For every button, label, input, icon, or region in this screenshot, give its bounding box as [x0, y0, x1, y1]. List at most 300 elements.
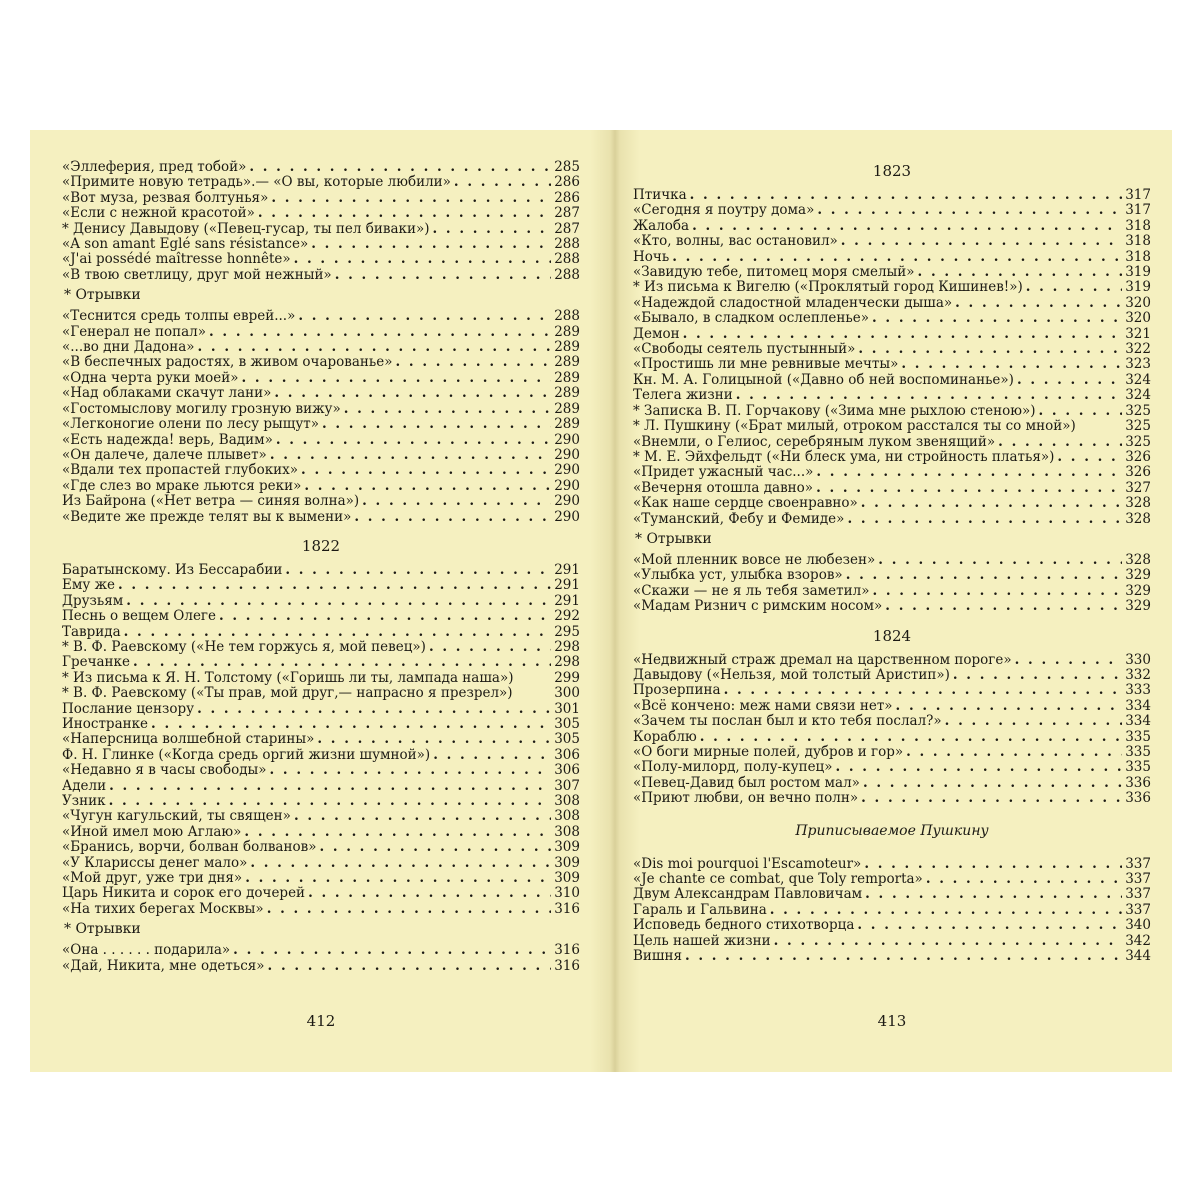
- toc-entry-page: 289: [554, 339, 580, 356]
- toc-entry-title: Кораблю: [633, 728, 697, 745]
- page-number: 412: [306, 1012, 336, 1030]
- toc-entry-page: 285: [554, 159, 580, 175]
- toc-entry-title: Гараль и Гальвина: [633, 901, 767, 918]
- toc-entry-title: «Как наше сердце своенравно»: [633, 495, 858, 512]
- toc-entry-title: «Скажи — не я ль тебя заметил»: [633, 582, 870, 599]
- section-heading: * Отрывки: [64, 287, 141, 304]
- toc-entry-page: 288: [554, 308, 580, 325]
- toc-entry-title: Прозерпина: [633, 682, 721, 699]
- toc-entry-title: «В беспечных радостях, в живом очарованье»: [62, 354, 393, 371]
- toc-entry: [633, 404, 1151, 419]
- dot-leader: [271, 191, 551, 206]
- right-page-content: [633, 162, 1151, 964]
- dot-leader: [1026, 280, 1122, 295]
- dot-leader: [362, 494, 551, 509]
- dot-leader: [267, 902, 551, 917]
- dot-leader: [209, 325, 551, 340]
- toc-entry-page: 291: [554, 592, 580, 609]
- toc-entry-page: 342: [1125, 932, 1151, 949]
- toc-entry-title: Вишня: [633, 948, 682, 965]
- dot-leader: [245, 871, 551, 886]
- dot-leader: [841, 234, 1122, 249]
- toc-entry: [62, 763, 580, 778]
- toc-entry-title: Гречанке: [62, 654, 130, 671]
- dot-leader: [906, 745, 1122, 760]
- toc-entry-title: Ф. Н. Глинке («Когда средь оргий жизни шумной»): [62, 746, 431, 763]
- dot-leader: [244, 825, 551, 840]
- dot-leader: [344, 402, 551, 417]
- toc-entry: [633, 342, 1151, 357]
- toc-entry-title: * Л. Пушкину («Брат милый, отроком расстался ты со мной»): [633, 418, 1076, 435]
- year-heading: 1822: [301, 536, 341, 555]
- dot-leader: [298, 309, 551, 324]
- toc-entry-page: 334: [1125, 713, 1151, 730]
- toc-entry: [62, 578, 580, 593]
- toc-entry-page: 288: [554, 251, 580, 268]
- toc-entry-page: 289: [554, 369, 580, 386]
- toc-entry-title: «Завидую тебе, питомец моря смелый»: [633, 264, 915, 281]
- left-page: [62, 130, 580, 1072]
- toc-entry: [633, 599, 1151, 614]
- toc-entry-title: «Если с нежной красотой»: [62, 205, 255, 222]
- toc-entry-title: «Простишь ли мне ревнивые мечты»: [633, 356, 899, 373]
- dot-leader: [109, 794, 551, 809]
- dot-leader: [774, 934, 1122, 949]
- toc-entry-page: 337: [1125, 901, 1151, 918]
- toc-entry-page: 308: [554, 808, 580, 825]
- dot-leader: [219, 609, 551, 624]
- toc-entry: [62, 237, 580, 252]
- dot-leader: [258, 206, 551, 221]
- toc-entry: [633, 791, 1151, 806]
- toc-entry-page: 319: [1125, 264, 1151, 281]
- toc-entry-title: Двум Александрам Павловичам: [633, 886, 863, 903]
- dot-leader: [690, 188, 1122, 203]
- toc-entry: [62, 309, 580, 324]
- toc-entry: [633, 280, 1151, 295]
- dot-leader: [672, 250, 1122, 265]
- toc-entry: [62, 871, 580, 886]
- toc-entry-title: Царь Никита и сорок его дочерей: [62, 885, 306, 902]
- toc-entry-page: 289: [554, 400, 580, 417]
- toc-entry: [633, 419, 1151, 434]
- toc-entry-title: «Надеждой сладостной младенчески дыша»: [633, 294, 953, 311]
- toc-entry: [633, 934, 1151, 949]
- toc-entry: [633, 311, 1151, 326]
- toc-entry: [633, 496, 1151, 511]
- dot-leader: [124, 625, 551, 640]
- toc-entry-page: 337: [1125, 855, 1151, 872]
- toc-entry-title: Цель нашей жизни: [633, 932, 771, 949]
- toc-entry-page: 332: [1125, 666, 1151, 683]
- toc-entry-title: «Чугун кагульский, ты священ»: [62, 808, 291, 825]
- toc-entry-page: 325: [1125, 433, 1151, 450]
- toc-entry-page: 328: [1125, 551, 1151, 568]
- section-heading: * Отрывки: [64, 921, 141, 938]
- dot-leader: [945, 714, 1122, 729]
- toc-entry-title: Из Байрона («Нет ветра — синяя волна»): [62, 493, 360, 510]
- toc-entry-title: «Вечерня отошла давно»: [633, 479, 814, 496]
- toc-entry-page: 289: [554, 416, 580, 433]
- toc-entry-title: «Теснится средь толпы еврей...»: [62, 308, 296, 325]
- toc-entry-title: «На тихих берегах Москвы»: [62, 900, 264, 917]
- toc-entry: [633, 435, 1151, 450]
- dot-leader: [151, 717, 551, 732]
- dot-leader: [118, 578, 551, 593]
- toc-entry-page: 298: [554, 654, 580, 671]
- toc-entry-title: «Иной имел мою Аглаю»: [62, 823, 242, 840]
- toc-entry-page: 291: [554, 561, 580, 578]
- toc-entry: [62, 943, 580, 958]
- toc-entry-title: «Всё кончено: меж нами связи нет»: [633, 697, 893, 714]
- dot-leader: [863, 776, 1122, 791]
- dot-leader: [847, 512, 1122, 527]
- dot-leader: [685, 949, 1122, 964]
- toc-entry-page: 336: [1125, 790, 1151, 807]
- toc-entry-title: «В твою светлицу, друг мой нежный»: [62, 266, 332, 283]
- dot-leader: [308, 886, 551, 901]
- toc-entry-title: «Придет ужасный час...»: [633, 464, 814, 481]
- toc-entry-title: «Внемли, о Гелиос, серебряным луком звенящий»: [633, 433, 996, 450]
- dot-leader: [864, 857, 1122, 872]
- toc-entry: [633, 699, 1151, 714]
- toc-entry-title: «О боги мирные полей, дубров и гор»: [633, 744, 904, 760]
- toc-entry: [633, 465, 1151, 480]
- toc-entry-title: Песнь о вещем Олеге: [62, 608, 216, 625]
- toc-entry-page: 290: [554, 493, 580, 510]
- toc-group: [62, 309, 580, 525]
- toc-entry: [62, 702, 580, 717]
- toc-entry: [633, 745, 1151, 760]
- toc-entry: [62, 563, 580, 578]
- toc-entry-page: 289: [554, 354, 580, 371]
- toc-entry-title: «Эллеферия, пред тобой»: [62, 159, 247, 175]
- dot-leader: [274, 386, 551, 401]
- toc-entry: [633, 481, 1151, 496]
- toc-entry-title: «Приют любви, он вечно полн»: [633, 790, 859, 807]
- toc-entry-title: «Мадам Ризнич с римским носом»: [633, 598, 883, 615]
- toc-entry-title: «Кто, волны, вас остановил»: [633, 233, 838, 250]
- toc-entry-page: 286: [554, 189, 580, 206]
- toc-entry-title: * В. Ф. Раевскому («Ты прав, мой друг,— напрасно я презрел»): [62, 685, 513, 702]
- toc-entry-title: Кн. М. А. Голицыной («Давно об ней воспоминанье»): [633, 371, 1014, 388]
- toc-entry: [62, 433, 580, 448]
- left-page-content: [62, 160, 580, 974]
- toc-entry-page: 306: [554, 762, 580, 779]
- dot-leader: [304, 479, 551, 494]
- toc-entry: [62, 402, 580, 417]
- dot-leader: [433, 222, 551, 237]
- toc-entry: [62, 686, 580, 701]
- toc-entry-page: 328: [1125, 510, 1151, 527]
- dot-leader: [126, 594, 551, 609]
- dot-leader: [896, 699, 1122, 714]
- dot-leader: [319, 840, 551, 855]
- dot-leader: [285, 563, 551, 578]
- toc-group: [633, 653, 1151, 807]
- toc-entry-page: 318: [1125, 217, 1151, 234]
- dot-leader: [926, 872, 1122, 887]
- toc-entry-page: 317: [1125, 187, 1151, 203]
- toc-entry-page: 310: [554, 885, 580, 902]
- toc-entry: [633, 918, 1151, 933]
- dot-leader: [311, 237, 551, 252]
- toc-entry-page: 317: [1125, 202, 1151, 219]
- toc-entry: [633, 857, 1151, 872]
- toc-entry-page: 290: [554, 431, 580, 448]
- toc-entry-title: Адели: [62, 777, 107, 794]
- toc-entry-title: «Зачем ты послан был и кто тебя послал?»: [633, 713, 942, 730]
- dot-leader: [133, 655, 551, 670]
- dot-leader: [955, 296, 1122, 311]
- toc-entry: [633, 327, 1151, 342]
- dot-leader: [836, 760, 1123, 775]
- toc-entry: [633, 450, 1151, 465]
- toc-entry-title: * Записка В. П. Горчакову («Зима мне рыхлою стеною»): [633, 402, 1036, 419]
- dot-leader: [294, 252, 551, 267]
- toc-entry-page: 326: [1125, 448, 1151, 465]
- dot-leader: [335, 268, 551, 283]
- dot-leader: [396, 355, 551, 370]
- toc-entry: [62, 371, 580, 386]
- toc-entry-page: 327: [1125, 479, 1151, 496]
- toc-entry: [62, 748, 580, 763]
- dot-leader: [846, 568, 1122, 583]
- toc-entry-page: 329: [1125, 598, 1151, 615]
- toc-entry-title: Баратынскому. Из Бессарабии: [62, 561, 283, 578]
- toc-entry-page: 289: [554, 385, 580, 402]
- toc-entry-page: 291: [554, 577, 580, 594]
- dot-leader: [901, 357, 1122, 372]
- dot-leader: [998, 435, 1122, 450]
- toc-entry-title: Птичка: [633, 187, 687, 203]
- toc-entry-page: 289: [554, 323, 580, 340]
- dot-leader: [322, 417, 551, 432]
- dot-leader: [294, 809, 551, 824]
- year-heading: 1824: [872, 626, 912, 645]
- section-heading: * Отрывки: [635, 530, 712, 547]
- dot-leader: [724, 683, 1122, 698]
- dot-leader: [354, 510, 551, 525]
- toc-entry-page: 290: [554, 477, 580, 494]
- dot-leader: [249, 160, 551, 175]
- toc-entry: [633, 872, 1151, 887]
- dot-leader: [276, 433, 551, 448]
- dot-leader: [1017, 373, 1122, 388]
- toc-entry-page: 308: [554, 823, 580, 840]
- toc-entry-title: «Легконогие олени по лесу рыщут»: [62, 416, 319, 433]
- toc-entry-page: 288: [554, 266, 580, 283]
- toc-entry-title: «J'ai possédé maîtresse honnête»: [62, 251, 291, 268]
- toc-entry-page: 301: [554, 700, 580, 717]
- toc-entry: [62, 268, 580, 283]
- dot-leader: [700, 730, 1122, 745]
- dot-leader: [816, 481, 1122, 496]
- toc-entry: [633, 265, 1151, 280]
- toc-entry-title: «Певец-Давид был ростом мал»: [633, 774, 860, 791]
- toc-entry-title: «Недвижный страж дремал на царственном пороге»: [633, 651, 1012, 668]
- toc-entry-title: * Из письма к Вигелю («Проклятый город Кишинев!»): [633, 279, 1023, 296]
- toc-entry-page: 292: [554, 608, 580, 625]
- toc-entry-page: 290: [554, 508, 580, 525]
- dot-leader: [861, 496, 1122, 511]
- toc-entry: [62, 340, 580, 355]
- toc-entry: [62, 625, 580, 640]
- dot-leader: [736, 388, 1122, 403]
- dot-leader: [872, 584, 1122, 599]
- toc-entry-page: 287: [554, 205, 580, 222]
- toc-entry-title: «Одна черта руки моей»: [62, 369, 239, 386]
- toc-entry-page: 329: [1125, 567, 1151, 584]
- dot-leader: [233, 943, 551, 958]
- toc-entry: [62, 779, 580, 794]
- toc-entry-page: 337: [1125, 871, 1151, 888]
- toc-entry-title: «Примите новую тетрадь».— «О вы, которые любили»: [62, 174, 451, 191]
- toc-entry-title: Исповедь бедного стихотворца: [633, 917, 855, 934]
- toc-entry-title: «Где слез во мраке льются реки»: [62, 477, 302, 494]
- toc-entry-title: Таврида: [62, 623, 121, 640]
- toc-entry: [62, 856, 580, 871]
- toc-entry: [62, 794, 580, 809]
- toc-entry-title: Демон: [633, 325, 680, 342]
- toc-entry: [633, 234, 1151, 249]
- toc-entry-page: 308: [554, 793, 580, 810]
- toc-entry: [62, 175, 580, 190]
- toc-entry-title: Иностранке: [62, 716, 149, 732]
- toc-entry-title: «Бранись, ворчи, болван болванов»: [62, 839, 317, 856]
- toc-entry: [633, 730, 1151, 745]
- dot-leader: [301, 463, 551, 478]
- toc-entry-title: Узник: [62, 793, 106, 810]
- toc-entry: [62, 206, 580, 221]
- toc-entry-title: «Бывало, в сладком ослепленье»: [633, 310, 870, 327]
- toc-entry-page: 337: [1125, 886, 1151, 903]
- toc-entry-title: «Мой друг, уже три дня»: [62, 870, 243, 887]
- toc-entry-page: 319: [1125, 279, 1151, 296]
- toc-entry: [633, 357, 1151, 372]
- toc-entry: [633, 653, 1151, 668]
- toc-entry: [62, 840, 580, 855]
- dot-leader: [429, 640, 551, 655]
- toc-entry: [633, 188, 1151, 203]
- toc-entry: [633, 887, 1151, 902]
- toc-entry: [62, 160, 580, 175]
- toc-entry-title: «Гостомыслову могилу грозную вижу»: [62, 400, 341, 417]
- toc-entry-page: 309: [554, 870, 580, 887]
- toc-entry-title: «A son amant Eglé sans résistance»: [62, 236, 309, 253]
- toc-entry-page: 299: [554, 669, 580, 686]
- toc-entry: [633, 373, 1151, 388]
- toc-entry: [633, 714, 1151, 729]
- toc-entry-title: Давыдову («Нельзя, мой толстый Аристип»): [633, 666, 950, 683]
- toc-entry: [633, 512, 1151, 527]
- toc-entry-page: 286: [554, 174, 580, 191]
- toc-entry-title: «Dis moi pourquoi l'Escamoteur»: [633, 855, 862, 872]
- toc-group: [62, 563, 580, 917]
- toc-entry-page: 309: [554, 839, 580, 856]
- toc-entry: [633, 683, 1151, 698]
- toc-entry-page: 305: [554, 731, 580, 748]
- toc-entry-page: 307: [554, 777, 580, 794]
- toc-entry: [62, 479, 580, 494]
- toc-entry: [62, 191, 580, 206]
- dot-leader: [861, 791, 1122, 806]
- toc-entry-page: 318: [1125, 248, 1151, 265]
- toc-entry-page: 324: [1125, 387, 1151, 404]
- toc-entry-page: 320: [1125, 310, 1151, 327]
- toc-entry-page: 290: [554, 446, 580, 463]
- toc-entry-page: 305: [554, 716, 580, 732]
- dot-leader: [270, 763, 551, 778]
- toc-entry: [633, 553, 1151, 568]
- toc-entry: [633, 668, 1151, 683]
- toc-entry-page: 335: [1125, 744, 1151, 760]
- toc-entry: [62, 902, 580, 917]
- toc-entry: [633, 388, 1151, 403]
- toc-entry-page: 321: [1125, 325, 1151, 342]
- dot-leader: [692, 219, 1122, 234]
- toc-entry-page: 330: [1125, 651, 1151, 668]
- dot-leader: [197, 702, 551, 717]
- toc-entry-page: 300: [554, 685, 580, 702]
- toc-entry: [62, 463, 580, 478]
- dot-leader: [1039, 404, 1122, 419]
- dot-leader: [858, 342, 1122, 357]
- dot-leader: [770, 903, 1122, 918]
- toc-entry-page: 287: [554, 220, 580, 237]
- toc-entry-page: 298: [554, 638, 580, 655]
- toc-entry-page: 295: [554, 623, 580, 640]
- toc-entry-title: «Генерал не попал»: [62, 323, 207, 340]
- toc-entry-title: «Полу-милорд, полу-купец»: [633, 759, 833, 776]
- toc-group: [633, 188, 1151, 527]
- toc-entry-page: 309: [554, 854, 580, 871]
- dot-leader: [857, 918, 1122, 933]
- toc-entry-page: 324: [1125, 371, 1151, 388]
- toc-entry-title: «Недавно я в часы свободы»: [62, 762, 267, 779]
- toc-entry-title: «У Клариссы денег мало»: [62, 854, 248, 871]
- dot-leader: [885, 599, 1122, 614]
- toc-entry: [62, 252, 580, 267]
- dot-leader: [878, 553, 1122, 568]
- dot-leader: [270, 448, 551, 463]
- toc-entry-page: 320: [1125, 294, 1151, 311]
- toc-entry-title: * Денису Давыдову («Певец-гусар, ты пел биваки»): [62, 220, 430, 237]
- toc-entry-page: 316: [554, 900, 580, 917]
- toc-entry-page: 326: [1125, 464, 1151, 481]
- toc-entry-title: «...во дни Дадона»: [62, 339, 195, 356]
- toc-group: [633, 553, 1151, 615]
- toc-entry-title: «Дай, Никита, мне одеться»: [62, 957, 265, 974]
- dot-leader: [198, 340, 551, 355]
- toc-entry: [633, 584, 1151, 599]
- toc-group: [62, 160, 580, 283]
- attributed-heading: Приписываемое Пушкину: [795, 822, 989, 839]
- dot-leader: [683, 327, 1122, 342]
- toc-entry: [62, 717, 580, 732]
- toc-entry-title: «Ведите же прежде телят вы к вымени»: [62, 508, 352, 525]
- toc-entry: [62, 732, 580, 747]
- page-number: 413: [877, 1012, 907, 1030]
- toc-entry-page: 322: [1125, 341, 1151, 358]
- toc-entry-page: 336: [1125, 774, 1151, 791]
- toc-entry-page: 325: [1125, 402, 1151, 419]
- toc-entry-title: «Je chante ce combat, que Toly remporta»: [633, 871, 923, 888]
- toc-entry: [62, 640, 580, 655]
- toc-entry-title: «Вдали тех пропастей глубоких»: [62, 462, 299, 479]
- dot-leader: [872, 311, 1122, 326]
- toc-entry-page: 334: [1125, 697, 1151, 714]
